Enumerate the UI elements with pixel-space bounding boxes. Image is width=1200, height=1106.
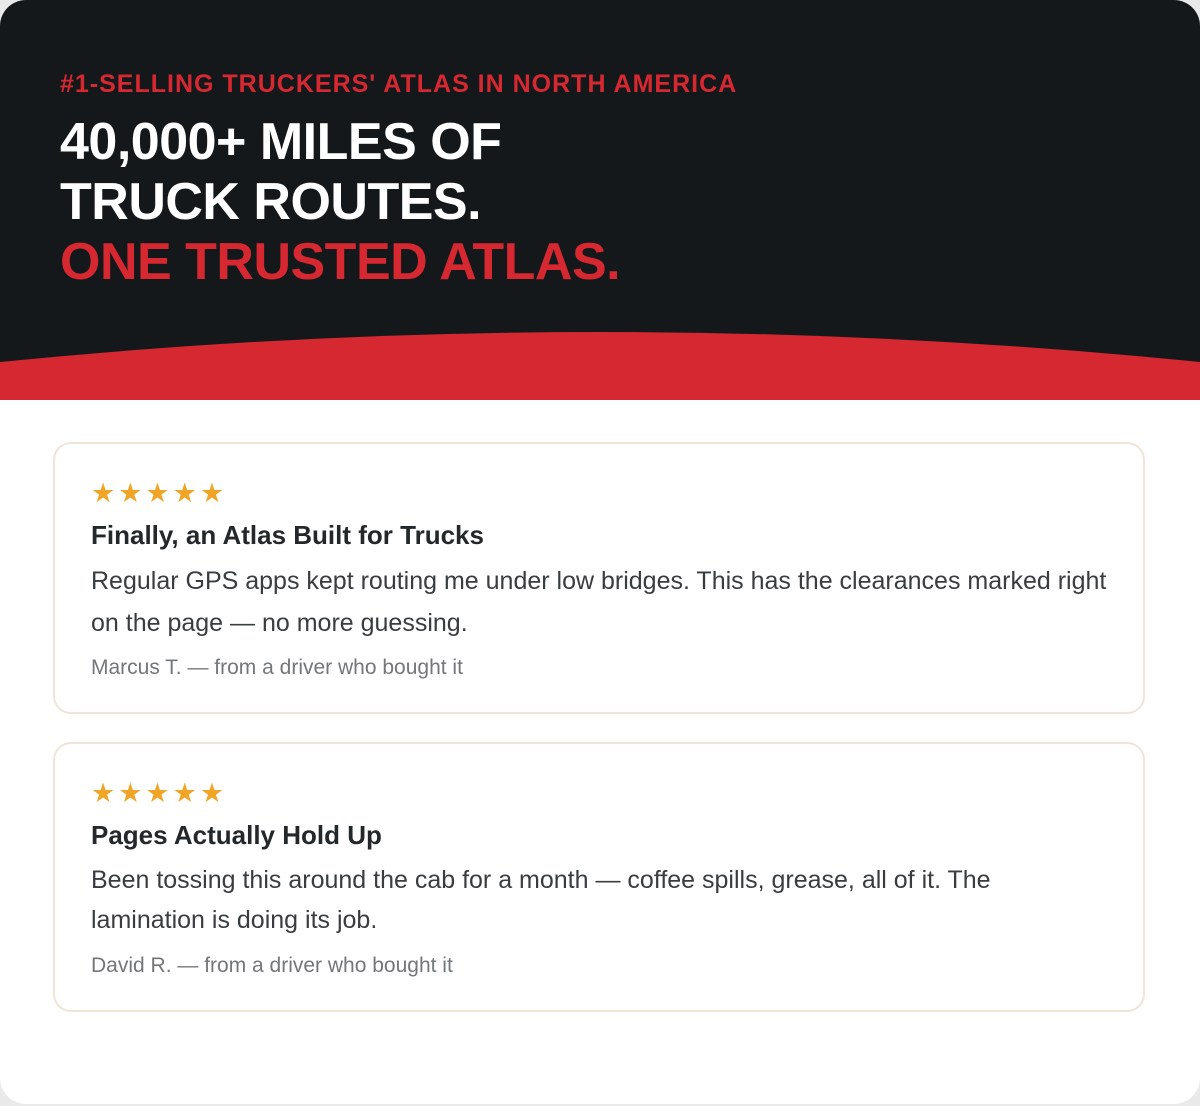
hero-red-wave [0,330,1200,400]
headline-line-2: TRUCK ROUTES. [60,173,482,231]
review-body: Been tossing this around the cab for a month — coffee spills, grease, all of it. The lamination is doing its job. [91,866,991,934]
hero-headline [60,112,620,292]
headline-accent: ONE TRUSTED ATLAS. [60,233,621,291]
review-body: Regular GPS apps kept routing me under low bridges. This has the clearances marked right on the page — no more guessing. [91,567,1107,637]
review-title: Finally, an Atlas Built for Trucks [91,520,484,550]
review-card [53,442,1145,714]
hero-eyebrow: #1-SELLING TRUCKERS' ATLAS IN NORTH AMERICA [60,70,738,98]
review-author: Marcus T. — from a driver who bought it [91,656,463,679]
review-card [53,742,1145,1012]
headline-line-1: 40,000+ MILES OF [60,113,502,171]
star-rating: ★★★★★ [91,778,228,808]
star-rating: ★★★★★ [91,478,228,508]
hero-banner [0,0,1200,400]
review-title: Pages Actually Hold Up [91,820,382,850]
review-author: David R. — from a driver who bought it [91,954,453,977]
